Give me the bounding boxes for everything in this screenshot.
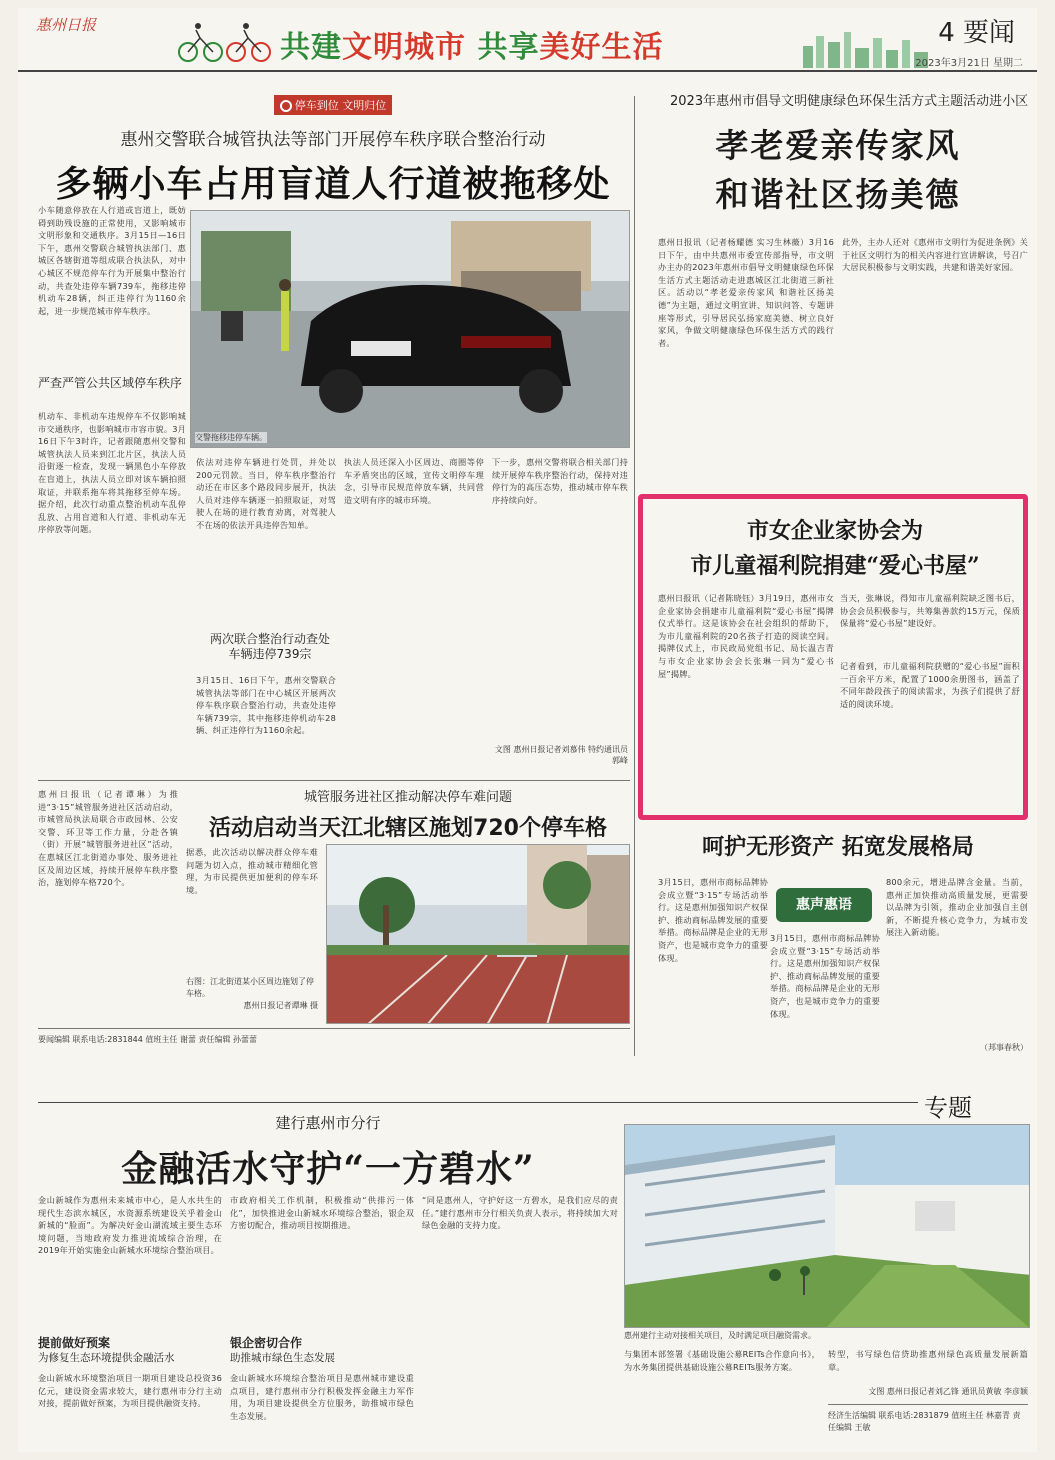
article-kicker: 2023年惠州市倡导文明健康绿色环保生活方式主题活动进小区 <box>670 94 1029 109</box>
article-column: 下一步，惠州交警将联合相关部门持续开展停车秩序整治行动，保持对违停行为的高压态势，推动城市停车秩序持续向好。 <box>492 457 628 505</box>
article-headline-line1: 孝老爱亲传家风 <box>715 126 961 165</box>
article-subhead-2: 两次联合整治行动查处车辆违停739宗 <box>209 632 330 661</box>
article-subhead: 严查严管公共区域停车秩序 <box>38 376 183 390</box>
article-headline-line1: 市女企业家协会为 <box>746 518 923 544</box>
article-byline: 文图 惠州日报记者刘乙锋 通讯员黄敏 李彦颖 <box>868 1387 1028 1396</box>
special-footer: 经济生活编辑 联系电话:2831879 值班主任 林嘉青 责任编辑 王敏 <box>828 1411 1021 1432</box>
subhead-block-2 <box>208 632 332 662</box>
article-headline: 呵护无形资产 拓宽发展格局 <box>702 834 974 860</box>
page-number: 4 要闻 <box>938 18 1015 48</box>
article-brand <box>646 830 1030 861</box>
bicycle-illustration <box>168 20 278 62</box>
section-tag: 停车到位 文明归位 <box>274 95 393 115</box>
article-column: 3月15日，惠州市商标品牌协会成立暨“3·15”专场活动举行。这是惠州加强知识产权保护、推动商标品牌发展的重要举措。商标品牌是企业的无形资产，也是城市竞争力的重要体现。 <box>770 933 880 1019</box>
article-byline: 文图 惠州日报记者刘慕伟 特约通讯员郭峰 <box>494 745 628 765</box>
plant-photo-illustration <box>625 1125 1030 1328</box>
article-column: 惠州日报讯（记者陈晓钰）3月19日，惠州市女企业家协会捐建市儿童福利院“爱心书屋”揭牌仪式举行。这是该协会在社会组织的帮助下，为市儿童福利院的20名孩子打造的阅读空间。揭牌仪式上，市民政局党组书记、局长温吉青与市女企业家协会会长张琳一同为“爱心书屋”揭牌。 <box>658 593 834 679</box>
article-parking-header <box>186 786 630 842</box>
article-library <box>648 514 1022 580</box>
article-column: 记者看到，市儿童福利院获赠的“爱心书屋”面积一百余平方米，配置了1000余册图书，涵盖了不同年龄段孩子的阅读需求，为孩子们提供了舒适的阅读环境。 <box>840 661 1020 709</box>
article-column: 3月15日，惠州市商标品牌协会成立暨“3·15”专场活动举行。这是惠州加强知识产权保护、推动商标品牌发展的重要举措。商标品牌是企业的无形资产，也是城市竞争力的重要体现。 <box>658 877 768 963</box>
car-photo-illustration <box>191 211 630 448</box>
no-parking-icon <box>280 100 292 112</box>
article-headline: 活动启动当天江北辖区施划720个停车格 <box>209 816 607 841</box>
parking-photo-illustration <box>327 845 630 1024</box>
article-family-values <box>646 94 1030 216</box>
article-headline-line2: 和谐社区扬美德 <box>715 175 961 214</box>
article-column: 机动车、非机动车违规停车不仅影响城市交通秩序，也影响城市市容市貌。3月16日下午3时许，记者跟随惠州交警和城管执法人员来到江北片区，执法人员沿街逐一检查，发现一辆黑色小车停放在盲道上，执法人员立即对该车辆拍照取证，并联系拖车将其拖移至停车场。据介绍，此次行动重点整治机动车乱停乱放、占用盲道和人行道、非机动车无序停放等问题。 <box>38 411 186 535</box>
article-headline: 多辆小车占用盲道人行道被拖移处 <box>55 164 611 205</box>
article-column: 转型，书写绿色信贷助推惠州绿色高质量发展新篇章。 <box>828 1349 1028 1372</box>
article-parking-body: 惠州日报讯（记者谭琳）为推进“3·15”城管服务进社区活动启动，市城管局执法局联合市政园林、公安交警、环卫等工作力量，分赴各镇（街）开展“城管服务进社区”活动，在惠城区江北街道办事处、服务进社区及周边区域，持续开展停车秩序整治，施划停车格720个。 <box>38 789 178 888</box>
masthead-slogan: 共建文明城市 共享美好生活 <box>280 30 664 65</box>
photo-caption: 惠州建行主动对接相关项目，及时满足项目融资需求。 <box>624 1331 816 1340</box>
article-column: 金山新城作为惠州未来城市中心，是人水共生的现代生态滨水城区，水资源系统建设关乎着金山新城的“脸面”。为解决好金山湖流域主要生态环境问题，当地政府发力推进流域综合治理，在2019年开始实施金山新城水环境综合整治项目。 <box>38 1195 222 1256</box>
article-byline: （邦事春秋） <box>980 1043 1028 1052</box>
column-divider <box>634 96 635 1056</box>
article-column: 800余元，增进品牌含金量。当前，惠州正加快推动高质量发展，更需要以品牌为引领，推动企业加强自主创新，不断提升核心竞争力，为城市发展注入新动能。 <box>886 877 1028 938</box>
issue-date: 2023年3月21日 星期二 <box>915 58 1023 69</box>
photo-caption: 交警拖移违停车辆。 <box>195 433 267 442</box>
special-subhead-2: 银企密切合作 助推城市绿色生态发展 <box>230 1336 335 1364</box>
article-column: 据悉，此次活动以解决群众停车难问题为切入点，推动城市精细化管理，为市民提供更加便利的停车环境。 <box>186 847 318 895</box>
article-column: 金山新城水环境整治项目一期项目建设总投资36亿元，建设资金需求较大，建行惠州市分行主动对接，提前做好预案，为项目提供融资支持。 <box>38 1373 222 1409</box>
special-kicker: 建行惠州市分行 <box>275 1114 381 1132</box>
article-column: 执法人员还深入小区周边、商圈等停车矛盾突出的区域，宣传文明停车理念，引导市民规范停放车辆，共同营造文明有序的城市环境。 <box>344 457 484 505</box>
special-header <box>38 1112 618 1192</box>
subhead-block <box>38 376 186 391</box>
article-column: 依法对违停车辆进行处罚，并处以200元罚款。当日，停车秩序整治行动还在市区多个路段同步展开，执法人员对违停车辆逐一拍照取证，对驾驶人在场的进行教育劝离，对驾驶人不在场的依法开具违停告知单。 <box>196 457 336 530</box>
special-subhead-1: 提前做好预案 为修复生态环境提供金融活水 <box>38 1336 175 1364</box>
article-column: 3月15日、16日下午，惠州交警联合城管执法等部门在中心城区开展两次停车秩序联合整治行动，共查处违停车辆739宗，其中拖移违停机动车28辆、纠正违停行为1160余起。 <box>196 675 336 736</box>
page-footer: 要闻编辑 联系电话:2831844 值班主任 谢蕾 责任编辑 孙蕾蕾 <box>38 1035 258 1044</box>
article-column: “同是惠州人，守护好这一方碧水，是我们应尽的责任。”建行惠州市分行相关负责人表示，将持续加大对绿色金融的支持力度。 <box>422 1195 618 1231</box>
article-column: 市政府相关工作机制，积极推动“供排污一体化”，加快推进金山新城水环境综合整治，银企双方密切配合，推动项目按期推进。 <box>230 1195 414 1231</box>
footer-divider <box>38 1028 630 1029</box>
special-divider <box>38 1102 918 1103</box>
article-column: 惠州日报讯（记者杨耀德 实习生林薇）3月16日下午，由中共惠州市委宣传部指导，市文明办主办的2023年惠州市倡导文明健康绿色环保生活方式主题活动走进惠城区江北街道三新社区。活动以“孝老爱亲传家风 和谐社区扬美德”为主题，通过文明宣讲、知识问答、专题讲座等形式，引导居民弘扬家庭美德、树立良好家风，争做文明健康绿色环保生活方式的践行者。 <box>658 237 834 348</box>
article-kicker: 城管服务进社区推动解决停车难问题 <box>303 790 512 805</box>
section-divider <box>38 780 630 781</box>
special-headline: 金融活水守护“一方碧水” <box>121 1148 535 1190</box>
special-section-label: 专题 <box>924 1094 972 1122</box>
photo-caption: 右图：江北街道某小区周边施划了停车格。 惠州日报记者谭琳 摄 <box>186 977 318 1010</box>
photo-treatment-plant <box>624 1124 1030 1328</box>
article-intro: 小车随意停放在人行道或盲道上，既妨碍到助残设施的正常使用，又影响城市文明形象和交通秩序。3月15日—16日下午，惠州交警联合城管执法部门、惠城区各辖街道等组成联合执法队，对中心城区不规范停车行为开展集中整治行动，共查处违停车辆739车，拖移违停机动车28辆，纠正违停行为1160余起，进一步规范城市停车秩序。 <box>38 205 186 316</box>
article-column: 金山新城水环境综合整治项目是惠州城市建设重点项目，建行惠州市分行积极发挥金融主力军作用，为项目建设提供全方位服务，助推城市绿色生态发展。 <box>230 1373 414 1421</box>
masthead-logo: 惠州日报 <box>36 16 97 34</box>
newspaper-page <box>18 8 1037 1452</box>
article-headline-line2: 市儿童福利院捐建“爱心书屋” <box>690 553 980 579</box>
article-column: 与集团本部签署《基础设施公募REITs合作意向书》，为水务集团提供基础设施公募REITs服务方案。 <box>624 1349 820 1372</box>
article-column: 此外，主办人还对《惠州市文明行为促进条例》关于社区文明行为的相关内容进行宣讲解读，号召广大居民积极参与文明实践，共建和谐美好家园。 <box>842 237 1028 273</box>
article-kicker: 惠州交警联合城管执法等部门开展停车秩序联合整治行动 <box>120 130 546 150</box>
masthead <box>18 8 1037 72</box>
article-column: 当天，张琳说，得知市儿童福利院缺乏图书后，协会会员积极参与，共筹集善款约15万元，保质保量将“爱心书屋”建设好。 <box>840 593 1020 629</box>
footer-divider <box>828 1404 1028 1405</box>
column-badge: 惠声惠语 <box>770 884 880 928</box>
photo-towed-car <box>190 210 630 448</box>
photo-parking-lot <box>326 844 630 1024</box>
